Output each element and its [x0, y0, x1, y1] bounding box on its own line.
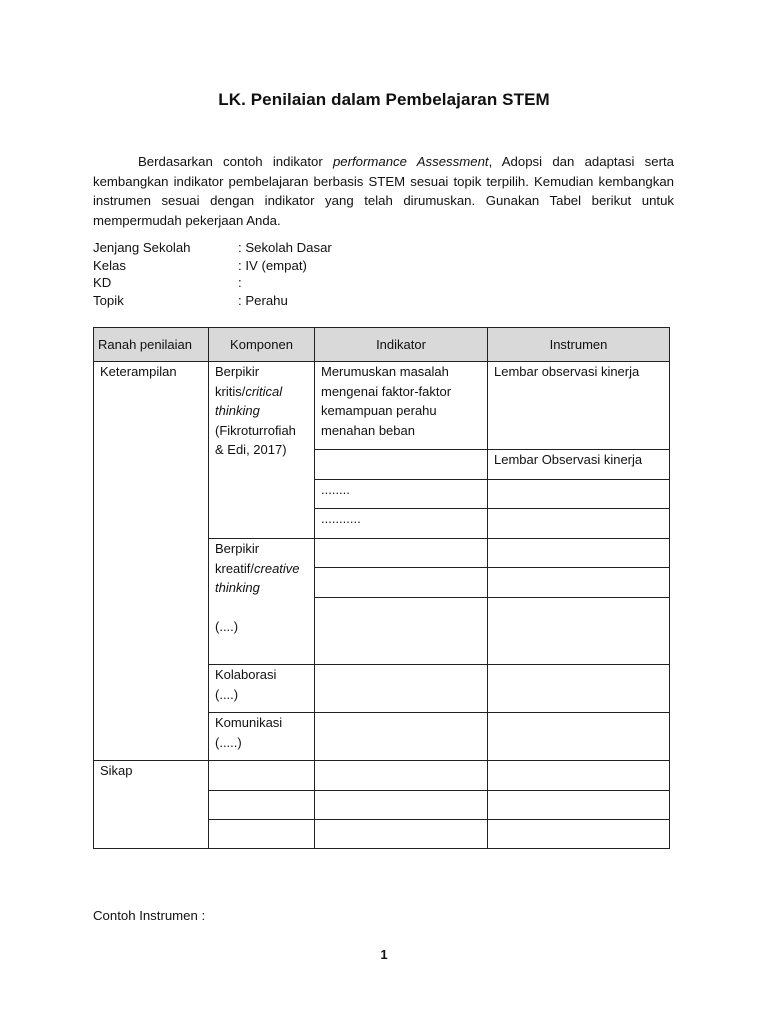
komponen-kreatif-label: Berpikir kreatif/	[215, 541, 260, 576]
table-row	[94, 761, 670, 791]
komponen-komunikasi	[209, 713, 315, 761]
komponen-komunikasi-label: Komunikasi	[215, 715, 283, 730]
komponen-kolaborasi-label: Kolaborasi	[215, 667, 277, 682]
assessment-table	[93, 327, 670, 849]
meta-label: Kelas	[93, 257, 126, 273]
table-row	[94, 362, 670, 450]
komponen-kritis-label: Berpikir kritis/	[215, 364, 260, 399]
komponen-kritis-ref: (Fikroturrofiah & Edi, 2017)	[215, 422, 296, 457]
indikator-cell	[315, 820, 488, 849]
instrumen-cell	[488, 509, 670, 539]
indikator-cell	[315, 598, 488, 665]
table-header-row	[94, 328, 670, 362]
meta-block	[93, 239, 332, 310]
komponen-cell	[209, 791, 315, 820]
meta-row-topik	[93, 292, 332, 310]
komponen-komunikasi-dots: (.....)	[215, 734, 242, 750]
meta-row-kd	[93, 274, 332, 292]
instrumen-cell	[488, 665, 670, 713]
indikator-cell: Merumuskan masalah mengenai faktor-faktor kemampuan perahu menahan beban	[315, 362, 488, 450]
instrumen-cell: Lembar observasi kinerja	[488, 362, 670, 450]
indikator-cell	[315, 713, 488, 761]
ranah-sikap: Sikap	[94, 761, 209, 849]
meta-value: :	[238, 275, 242, 291]
instrumen-cell: Lembar Observasi kinerja	[488, 450, 670, 480]
header-ranah: Ranah penilaian	[94, 328, 209, 362]
komponen-kolaborasi	[209, 665, 315, 713]
intro-text-2: , Adopsi dan adaptasi serta kembangkan indikator pembelajaran berbasis STEM sesuai topik terpilih. Kemudian kembangkan instrumen sesuai dengan indikator yang telah dirumuskan. Gunakan Tabel berikut untuk mempermudah pekerjaan Anda.	[93, 154, 674, 228]
header-indikator: Indikator	[315, 328, 488, 362]
indikator-cell	[315, 665, 488, 713]
indikator-cell: ...........	[315, 509, 488, 539]
indikator-cell	[315, 450, 488, 480]
header-instrumen: Instrumen	[488, 328, 670, 362]
komponen-cell	[209, 761, 315, 791]
page-number: 1	[380, 947, 388, 962]
meta-label: KD	[93, 275, 112, 291]
indikator-cell	[315, 791, 488, 820]
meta-row-kelas	[93, 257, 332, 275]
meta-label: Topik	[93, 293, 124, 309]
komponen-cell	[209, 820, 315, 849]
closing-label: Contoh Instrumen :	[93, 908, 206, 923]
intro-paragraph	[93, 152, 674, 230]
indikator-cell	[315, 568, 488, 598]
instrumen-cell	[488, 713, 670, 761]
indikator-cell	[315, 761, 488, 791]
komponen-kreatif	[209, 539, 315, 665]
instrumen-cell	[488, 539, 670, 568]
meta-label: Jenjang Sekolah	[93, 240, 191, 255]
intro-emphasis: performance Assessment	[332, 154, 489, 169]
ranah-keterampilan: Keterampilan	[94, 362, 209, 761]
instrumen-cell	[488, 791, 670, 820]
komponen-kritis	[209, 362, 315, 539]
instrumen-cell	[488, 598, 670, 665]
document-title: LK. Penilaian dalam Pembelajaran STEM	[218, 90, 550, 109]
komponen-kreatif-dots: (....)	[215, 619, 239, 634]
instrumen-cell	[488, 820, 670, 849]
meta-value: : Perahu	[238, 293, 288, 309]
meta-value: : Sekolah Dasar	[238, 240, 332, 255]
instrumen-cell	[488, 568, 670, 598]
meta-value: : IV (empat)	[238, 257, 307, 273]
meta-row-jenjang	[93, 239, 332, 257]
indikator-cell: ........	[315, 480, 488, 509]
header-komponen: Komponen	[209, 328, 315, 362]
komponen-kreatif-em: creative thinking	[215, 560, 300, 595]
komponen-kritis-em: critical thinking	[215, 383, 283, 418]
instrumen-cell	[488, 480, 670, 509]
komponen-kolaborasi-dots: (....)	[215, 686, 239, 702]
intro-text-1: Berdasarkan contoh indikator	[138, 154, 333, 169]
instrumen-cell	[488, 761, 670, 791]
indikator-cell	[315, 539, 488, 568]
